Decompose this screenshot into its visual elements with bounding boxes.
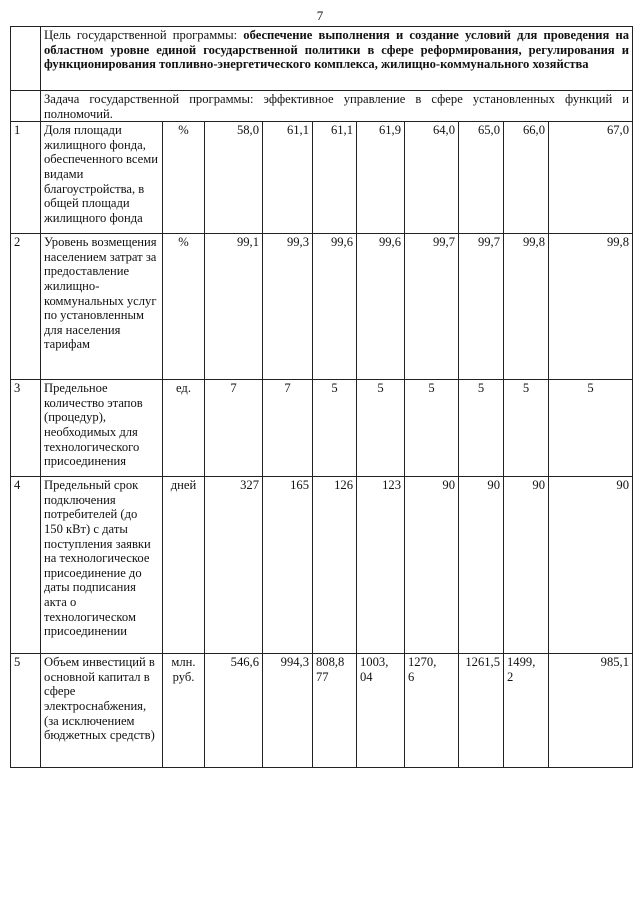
indicator-value: 126: [313, 477, 357, 654]
row-number: 2: [11, 234, 41, 380]
indicator-value: 5: [459, 380, 504, 477]
indicator-value: 5: [504, 380, 549, 477]
indicator-value: 985,1: [549, 654, 633, 768]
indicator-value: 99,7: [459, 234, 504, 380]
indicator-value: 90: [459, 477, 504, 654]
indicator-value: 1003, 04: [357, 654, 405, 768]
indicator-name: Объем инвестиций в основной капитал в сфере электроснабжения, (за исключением бюджетных средств): [41, 654, 163, 768]
indicator-value: 99,1: [205, 234, 263, 380]
table-row: [11, 122, 633, 234]
indicator-unit: %: [163, 122, 205, 234]
indicator-value: 99,6: [357, 234, 405, 380]
row-number: 5: [11, 654, 41, 768]
table-row: [11, 654, 633, 768]
program-goal: [41, 27, 633, 91]
goal-num-cell: [11, 27, 41, 91]
task-num-cell: [11, 91, 41, 122]
indicator-value: 99,8: [504, 234, 549, 380]
indicator-value: 90: [405, 477, 459, 654]
indicator-value: 5: [313, 380, 357, 477]
table-row: [11, 234, 633, 380]
indicator-value: 5: [357, 380, 405, 477]
indicator-unit: млн. руб.: [163, 654, 205, 768]
indicator-unit: %: [163, 234, 205, 380]
indicator-name: Предельный срок подключения потребителей (до 150 кВт) с даты поступления заявки на технологическое присоединение до даты подписания акта о технологическом присоединении: [41, 477, 163, 654]
indicator-value: 61,9: [357, 122, 405, 234]
indicators-table: [10, 26, 633, 768]
indicator-value: 65,0: [459, 122, 504, 234]
indicator-value: 5: [549, 380, 633, 477]
indicator-value: 58,0: [205, 122, 263, 234]
indicator-value: 99,8: [549, 234, 633, 380]
indicator-value: 99,3: [263, 234, 313, 380]
indicator-value: 7: [205, 380, 263, 477]
task-row: [11, 91, 633, 122]
indicator-value: 1270, 6: [405, 654, 459, 768]
row-number: 1: [11, 122, 41, 234]
indicator-name: Уровень возмещения населением затрат за предоставление жилищно-коммунальных услуг по установленным для населения тарифам: [41, 234, 163, 380]
row-number: 4: [11, 477, 41, 654]
indicator-unit: ед.: [163, 380, 205, 477]
indicator-value: 327: [205, 477, 263, 654]
indicator-unit: дней: [163, 477, 205, 654]
indicator-value: 64,0: [405, 122, 459, 234]
indicator-value: 123: [357, 477, 405, 654]
indicator-value: 994,3: [263, 654, 313, 768]
program-task: Задача государственной программы: эффективное управление в сфере установленных функций и полномочий.: [41, 91, 633, 122]
indicator-value: 90: [504, 477, 549, 654]
indicator-value: 61,1: [263, 122, 313, 234]
goal-bold-text: обеспечение выполнения и создание условий для проведения на областном уровне единой государственной политики в сфере реформирования, регулирования и функционирования топливно-энергетического комплекса, жилищно-коммунального хозяйства: [44, 28, 629, 72]
indicator-value: 5: [405, 380, 459, 477]
page-number: 7: [316, 8, 324, 23]
indicator-value: 546,6: [205, 654, 263, 768]
indicator-value: 165: [263, 477, 313, 654]
table-row: [11, 380, 633, 477]
indicator-value: 99,6: [313, 234, 357, 380]
indicator-value: 808,8 77: [313, 654, 357, 768]
indicator-value: 1499, 2: [504, 654, 549, 768]
indicator-name: Доля площади жилищного фонда, обеспеченного всеми видами благоустройства, в общей площади жилищного фонда: [41, 122, 163, 234]
table-row: [11, 477, 633, 654]
indicator-name: Предельное количество этапов (процедур), необходимых для технологического присоединения: [41, 380, 163, 477]
indicator-value: 61,1: [313, 122, 357, 234]
indicator-value: 7: [263, 380, 313, 477]
indicator-value: 66,0: [504, 122, 549, 234]
row-number: 3: [11, 380, 41, 477]
indicator-value: 90: [549, 477, 633, 654]
goal-prefix: Цель государственной программы:: [44, 28, 244, 42]
goal-row: [11, 27, 633, 91]
indicator-value: 1261,5: [459, 654, 504, 768]
indicator-value: 67,0: [549, 122, 633, 234]
indicator-value: 99,7: [405, 234, 459, 380]
